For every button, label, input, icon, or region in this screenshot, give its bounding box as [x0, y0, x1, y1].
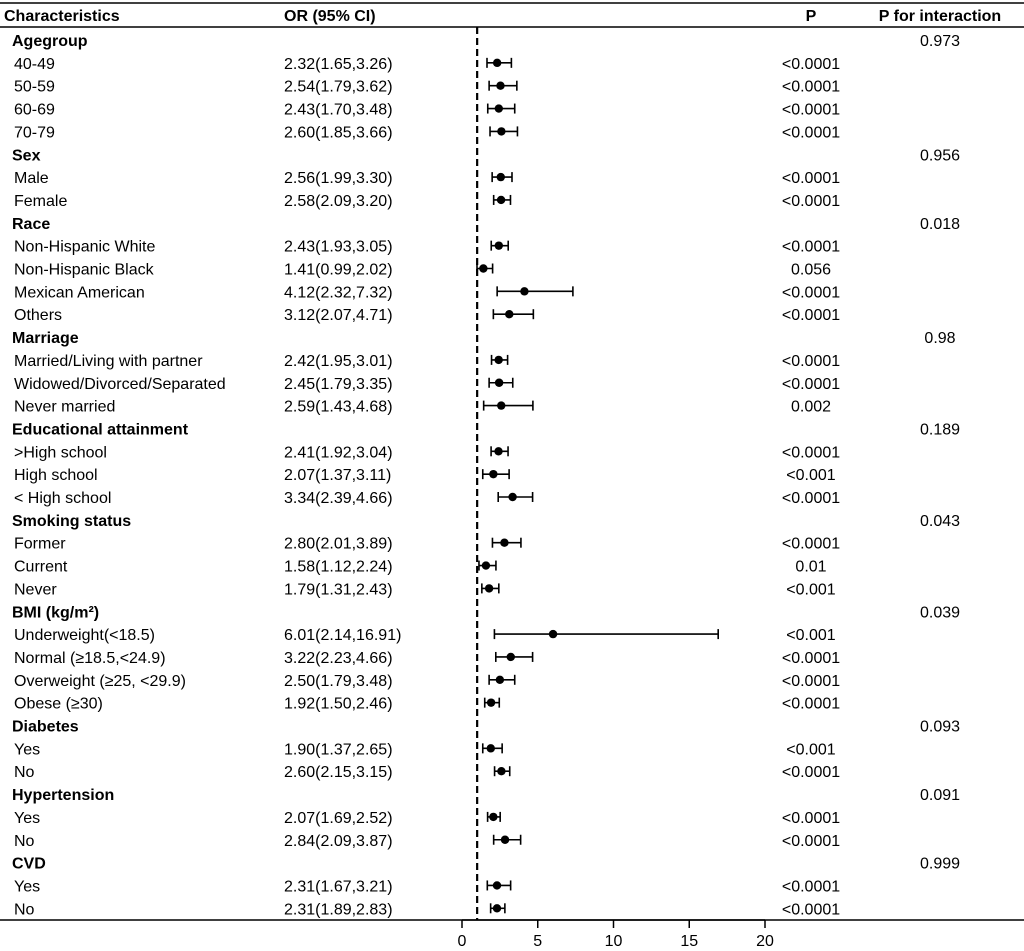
row-label: Former — [14, 535, 66, 553]
or-ci-value: 1.90(1.37,2.65) — [284, 741, 393, 759]
or-ci-value: 2.59(1.43,4.68) — [284, 398, 393, 416]
or-ci-value: 2.56(1.99,3.30) — [284, 170, 393, 188]
row-label: 40-49 — [14, 55, 55, 73]
p-value: <0.0001 — [781, 535, 841, 553]
p-interaction-value: 0.093 — [919, 718, 961, 736]
or-point — [487, 744, 495, 752]
or-ci-value: 2.84(2.09,3.87) — [284, 832, 393, 850]
or-point — [479, 264, 487, 272]
p-value: <0.0001 — [781, 490, 841, 507]
row-label: Yes — [14, 878, 41, 896]
table-rows — [12, 33, 960, 918]
or-point — [495, 379, 503, 387]
row-label: 60-69 — [14, 101, 55, 119]
group-label: Sex — [12, 147, 41, 165]
x-tick-label: 15 — [680, 933, 699, 950]
row-label: No — [14, 901, 35, 919]
or-ci-value: 2.43(1.93,3.05) — [284, 238, 393, 256]
or-point — [505, 310, 513, 318]
row-label: Overweight (≥25, <29.9) — [14, 672, 186, 690]
or-ci-value: 2.80(2.01,3.89) — [284, 535, 393, 553]
p-value: <0.0001 — [781, 192, 841, 210]
row-label: Yes — [14, 809, 41, 827]
group-label: Marriage — [12, 330, 79, 348]
p-interaction-value: 0.039 — [919, 604, 961, 622]
or-ci-value: 4.12(2.32,7.32) — [284, 284, 393, 302]
row-label: Others — [14, 307, 63, 325]
group-label: BMI (kg/m²) — [12, 604, 100, 622]
or-point — [549, 630, 557, 638]
or-point — [493, 904, 501, 912]
row-label: Underweight(<18.5) — [14, 627, 155, 645]
or-ci-value: 1.41(0.99,2.02) — [284, 261, 393, 279]
row-label: Mexican American — [14, 284, 145, 302]
or-ci-value: 2.41(1.92,3.04) — [284, 444, 393, 462]
or-point — [495, 104, 503, 112]
group-label: Hypertension — [12, 787, 115, 805]
or-point — [493, 881, 501, 889]
p-interaction-value: 0.091 — [919, 787, 961, 805]
row-label: Current — [14, 558, 68, 576]
or-point — [508, 493, 516, 501]
or-point — [493, 59, 501, 67]
row-label: Never — [14, 581, 57, 599]
or-point — [497, 196, 505, 204]
p-value: <0.0001 — [781, 307, 841, 325]
p-value: <0.0001 — [781, 809, 841, 827]
or-ci-value: 1.58(1.12,2.24) — [284, 558, 393, 576]
or-ci-value: 2.43(1.70,3.48) — [284, 101, 393, 119]
or-point — [489, 813, 497, 821]
p-value: <0.0001 — [781, 124, 841, 142]
group-label: Diabetes — [12, 718, 79, 736]
row-label: Widowed/Divorced/Separated — [14, 375, 226, 393]
or-point — [520, 287, 528, 295]
p-value: <0.0001 — [781, 78, 841, 96]
p-value: <0.0001 — [781, 672, 841, 690]
row-label: No — [14, 832, 35, 850]
or-ci-value: 2.31(1.89,2.83) — [284, 901, 393, 919]
or-ci-value: 3.12(2.07,4.71) — [284, 307, 393, 325]
row-label: < High school — [14, 490, 112, 507]
header-characteristics: Characteristics — [4, 8, 120, 25]
header-or: OR (95% CI) — [284, 8, 376, 25]
x-tick-label: 10 — [604, 933, 623, 950]
row-label: Normal (≥18.5,<24.9) — [14, 649, 166, 667]
or-point — [497, 127, 505, 135]
row-label: Yes — [14, 741, 41, 759]
p-value: 0.056 — [790, 261, 832, 279]
p-value: <0.0001 — [781, 55, 841, 73]
row-label: Obese (≥30) — [14, 695, 103, 713]
or-ci-value: 2.32(1.65,3.26) — [284, 55, 393, 73]
p-value: 0.002 — [790, 398, 832, 416]
or-point — [500, 539, 508, 547]
or-point — [497, 767, 505, 775]
p-value: 0.01 — [795, 558, 827, 576]
row-label: 70-79 — [14, 124, 55, 142]
or-point — [487, 698, 495, 706]
p-value: <0.001 — [786, 467, 836, 485]
plot-marks — [477, 27, 718, 920]
p-interaction-value: 0.043 — [919, 512, 961, 530]
or-ci-value: 2.54(1.79,3.62) — [284, 78, 393, 96]
group-label: Race — [12, 215, 51, 233]
p-interaction-value: 0.189 — [919, 421, 961, 439]
or-ci-value: 3.34(2.39,4.66) — [284, 490, 393, 507]
p-value: <0.0001 — [781, 901, 841, 919]
row-label: Never married — [14, 398, 116, 416]
p-interaction-value: 0.973 — [919, 33, 961, 50]
row-label: No — [14, 764, 35, 782]
or-point — [496, 82, 504, 90]
or-point — [497, 173, 505, 181]
row-label: Non-Hispanic Black — [14, 261, 154, 279]
or-ci-value: 2.60(2.15,3.15) — [284, 764, 393, 782]
p-value: <0.0001 — [781, 444, 841, 462]
p-value: <0.0001 — [781, 649, 841, 667]
group-label: Agegroup — [12, 33, 88, 50]
row-label: Male — [14, 170, 49, 188]
or-ci-value: 3.22(2.23,4.66) — [284, 649, 393, 667]
row-label: >High school — [14, 444, 107, 462]
or-point — [494, 356, 502, 364]
p-value: <0.0001 — [781, 375, 841, 393]
group-label: Smoking status — [12, 512, 132, 530]
p-value: <0.0001 — [781, 878, 841, 896]
or-ci-value: 2.50(1.79,3.48) — [284, 672, 393, 690]
or-ci-value: 2.60(1.85,3.66) — [284, 124, 393, 142]
or-ci-value: 2.45(1.79,3.35) — [284, 375, 393, 393]
p-value: <0.0001 — [781, 101, 841, 119]
or-point — [494, 447, 502, 455]
p-value: <0.0001 — [781, 284, 841, 302]
or-ci-value: 2.42(1.95,3.01) — [284, 352, 393, 370]
p-value: <0.0001 — [781, 764, 841, 782]
or-point — [495, 241, 503, 249]
or-ci-value: 2.07(1.37,3.11) — [284, 467, 392, 485]
header-p-interaction: P for interaction — [878, 8, 1002, 25]
p-value: <0.0001 — [781, 238, 841, 256]
x-tick-label: 0 — [457, 933, 467, 950]
or-point — [489, 470, 497, 478]
p-value: <0.0001 — [781, 832, 841, 850]
group-label: CVD — [12, 855, 46, 873]
p-value: <0.001 — [786, 581, 836, 599]
p-value: <0.0001 — [781, 352, 841, 370]
or-ci-value: 6.01(2.14,16.91) — [284, 627, 402, 645]
row-label: Married/Living with partner — [14, 352, 203, 370]
or-point — [496, 676, 504, 684]
p-value: <0.001 — [786, 627, 836, 645]
group-label: Educational attainment — [12, 421, 189, 439]
p-value: <0.001 — [786, 741, 836, 759]
p-interaction-value: 0.018 — [919, 215, 961, 233]
x-axis — [458, 920, 774, 950]
p-value: <0.0001 — [781, 695, 841, 713]
or-ci-value: 1.79(1.31,2.43) — [284, 581, 393, 599]
x-tick-label: 5 — [533, 933, 543, 950]
header-p: P — [805, 8, 817, 25]
row-label: Non-Hispanic White — [14, 238, 156, 256]
or-point — [497, 401, 505, 409]
or-ci-value: 1.92(1.50,2.46) — [284, 695, 393, 713]
or-point — [482, 561, 490, 569]
row-label: 50-59 — [14, 78, 55, 96]
or-point — [507, 653, 515, 661]
or-point — [485, 584, 493, 592]
or-point — [501, 836, 509, 844]
or-ci-value: 2.31(1.67,3.21) — [284, 878, 393, 896]
p-interaction-value: 0.98 — [924, 330, 956, 348]
or-ci-value: 2.58(2.09,3.20) — [284, 192, 393, 210]
p-interaction-value: 0.999 — [919, 855, 961, 873]
p-value: <0.0001 — [781, 170, 841, 188]
row-label: Female — [14, 192, 68, 210]
x-tick-label: 20 — [756, 933, 774, 950]
or-ci-value: 2.07(1.69,2.52) — [284, 809, 393, 827]
row-label: High school — [14, 467, 98, 485]
p-interaction-value: 0.956 — [919, 147, 961, 165]
